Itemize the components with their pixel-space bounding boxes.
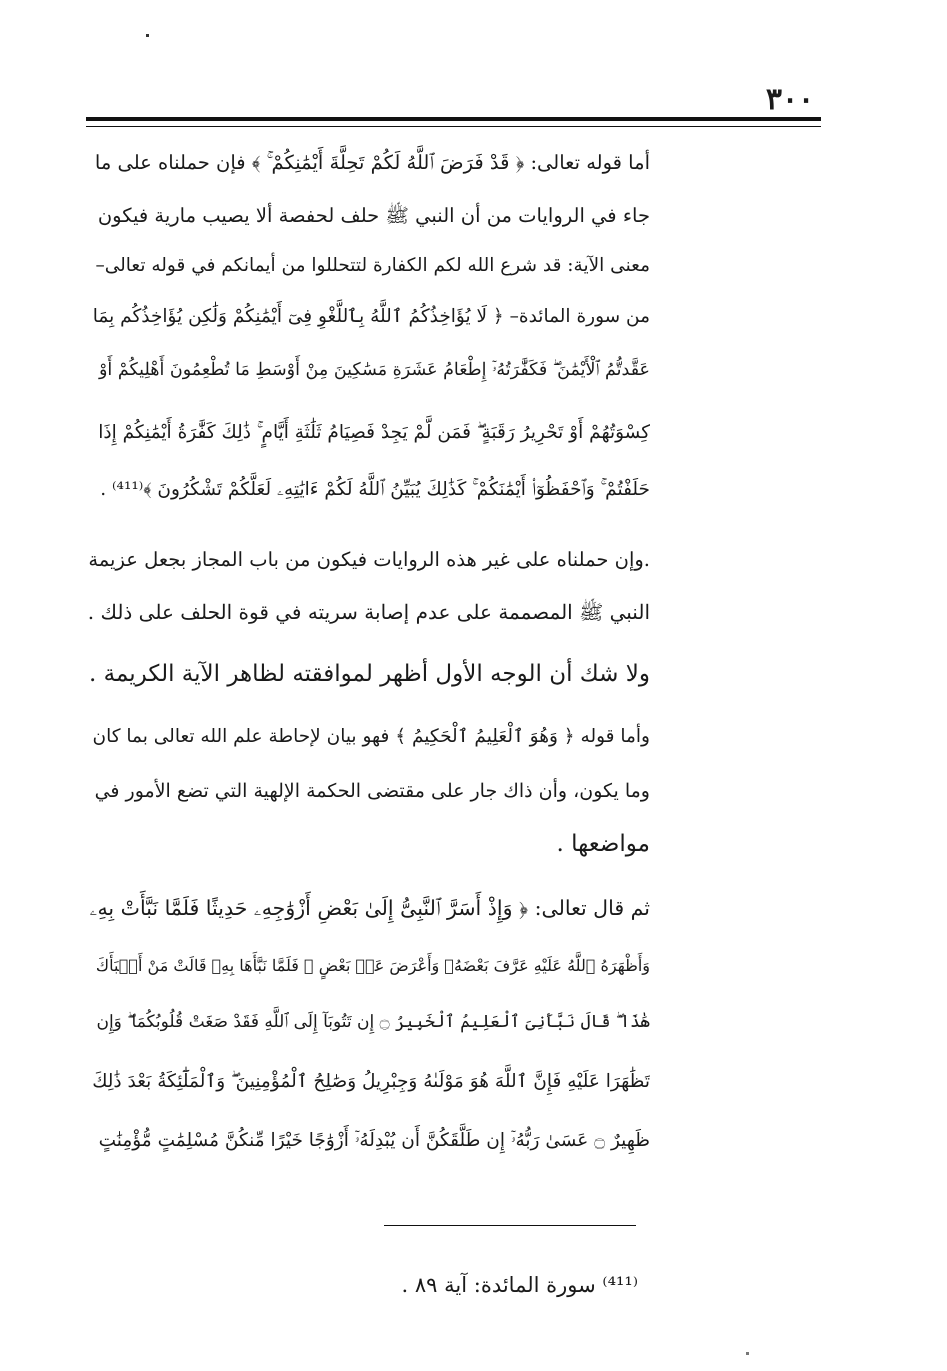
text-line: وأما قوله ﴿ وَهُوَ ٱلْعَلِيمُ ٱلْحَكِيمُ ﴾ فهو بيان لإحاطة علم الله تعالى بما كان bbox=[92, 726, 650, 747]
text-line: .وإن حملناه على غير هذه الروايات فيكون من باب المجاز بجعل عزيمة bbox=[88, 548, 650, 571]
text-line: وما يكون، وأن ذاك جار على مقتضى الحكمة الإلهية التي تضع الأمور في bbox=[94, 780, 650, 802]
text-line: ظَهِيرٌ ۝ عَسَىٰ رَبُّهُۥٓ إِن طَلَّقَكُنَّ أَن يُبْدِلَهُۥٓ أَزْوَٰجًا خَيْرًا مِّنكُنَّ مُسْلِمَٰتٍ مُّؤْمِنَٰتٍ bbox=[98, 1130, 650, 1151]
text-line: مواضعها . bbox=[556, 831, 650, 857]
text-line: تَظَٰهَرَا عَلَيْهِ فَإِنَّ ٱللَّهَ هُوَ مَوْلَىٰهُ وَجِبْرِيلُ وَصَٰلِحُ ٱلْمُؤْمِنِينَ ۖ وَٱلْمَلَٰٓئِكَةُ بَعْدَ ذَٰلِكَ bbox=[92, 1071, 650, 1092]
header-rule-thick bbox=[86, 117, 821, 121]
text-line: أما قوله تعالى: ﴿ قَدْ فَرَضَ ٱللَّهُ لَكُمْ تَحِلَّةَ أَيْمَٰنِكُمْ ۚ ﴾ فإن حملناه على ما bbox=[94, 151, 650, 174]
footnote-rule bbox=[384, 1225, 636, 1226]
text-line: معنى الآية: قد شرع الله لكم الكفارة لتتحللوا من أيمانكم في قوله تعالى– bbox=[95, 255, 650, 276]
scan-speck bbox=[746, 1352, 749, 1355]
text-line: هَٰذَا ۖ قَالَ نَبَّأَنِىَ ٱلْعَلِيمُ ٱلْخَبِيرُ ۝ إِن تَتُوبَآ إِلَى ٱللَّهِ فَقَدْ صَغَتْ قُلُوبُكُمَا ۖ وَإِن bbox=[96, 1012, 650, 1032]
page-number: ٣٠٠ bbox=[765, 82, 815, 117]
text-line: جاء في الروايات من أن النبي ﷺ حلف لحفصة ألا يصيب مارية فيكون bbox=[97, 204, 650, 227]
text-line: حَلَفْتُمْ ۚ وَٱحْفَظُوٓا۟ أَيْمَٰنَكُمْ ۚ كَذَٰلِكَ يُبَيِّنُ ٱللَّهُ لَكُمْ ءَايَٰتِهِۦ لَعَلَّكُمْ تَشْكُرُونَ ﴾⁽⁴¹¹⁾ . bbox=[100, 479, 650, 500]
text-line: ولا شك أن الوجه الأول أظهر لموافقته لظاهر الآية الكريمة . bbox=[89, 661, 650, 687]
text-line: عَقَّدتُّمُ ٱلْأَيْمَٰنَ ۖ فَكَفَّٰرَتُهُۥٓ إِطْعَامُ عَشَرَةِ مَسَٰكِينَ مِنْ أَوْسَطِ مَا تُطْعِمُونَ أَهْلِيكُمْ أَوْ bbox=[98, 360, 650, 380]
text-line: كِسْوَتُهُمْ أَوْ تَحْرِيرُ رَقَبَةٍ ۖ فَمَن لَّمْ يَجِدْ فَصِيَامُ ثَلَٰثَةِ أَيَّامٍ ۚ ذَٰلِكَ كَفَّٰرَةُ أَيْمَٰنِكُمْ إِذَا bbox=[98, 422, 650, 443]
scan-speck bbox=[146, 34, 149, 37]
header-rule-thin bbox=[86, 126, 821, 127]
text-line: النبي ﷺ المصممة على عدم إصابة سريته في قوة الحلف على ذلك . bbox=[87, 600, 650, 624]
text-line: وَأَظْهَرَهُ ٱللَّهُ عَلَيْهِ عَرَّفَ بَعْضَهُۥ وَأَعْرَضَ عَنۢ بَعْضٍ ۖ فَلَمَّا نَبَّأَهَا بِهِۦ قَالَتْ مَنْ أَنۢبَأَكَ bbox=[95, 956, 650, 975]
text-line: ثم قال تعالى: ﴿ وَإِذْ أَسَرَّ ٱلنَّبِىُّ إِلَىٰ بَعْضِ أَزْوَٰجِهِۦ حَدِيثًا فَلَمَّا نَبَّأَتْ بِهِۦ bbox=[89, 896, 650, 920]
footnote: ⁽⁴¹¹⁾ سورة المائدة: آية ٨٩ . bbox=[401, 1273, 638, 1297]
text-line: من سورة المائدة– ﴿ لَا يُؤَاخِذُكُمُ ٱللَّهُ بِٱللَّغْوِ فِىٓ أَيْمَٰنِكُمْ وَلَٰكِن يُؤَاخِذُكُم بِمَا bbox=[92, 306, 650, 327]
